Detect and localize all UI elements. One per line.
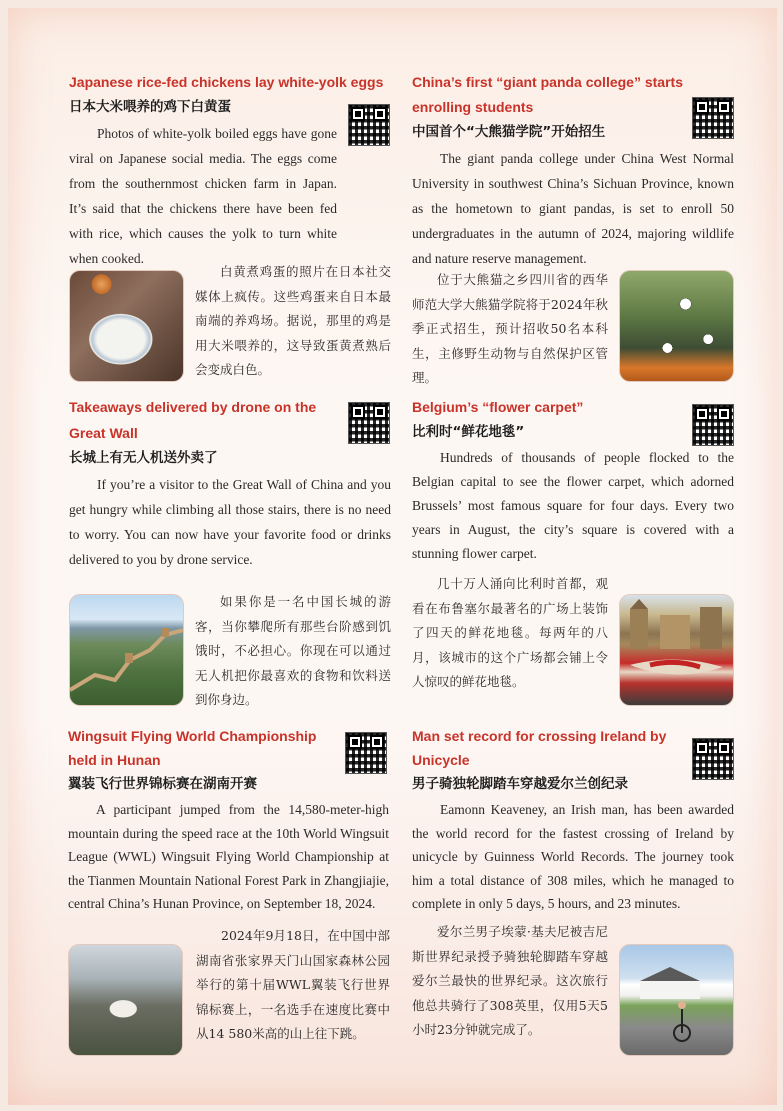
- article-body-en: Photos of white-yolk boiled eggs have gone viral on Japanese social media. The eggs come from the southernmost chicken farm in Japan. It’s said that the chickens there have been fed with rice, which causes the yolk to turn white when cooked.: [69, 126, 337, 266]
- article-title-en: Japanese rice-fed chickens lay white-yolk eggs: [69, 74, 384, 90]
- article-body-zh: 如果你是一名中国长城的游客，当你攀爬所有那些台阶感到饥饿时，不必担心。你现在可以通过无人机把你最喜欢的食物和饮料送到你身边。: [195, 594, 391, 707]
- article-body-zh: 几十万人涌向比利时首都，观看在布鲁塞尔最著名的广场上装饰了四天的鲜花地毯。每两年的八月，该城市的这个广场都会铺上令人惊叹的鲜花地毯。: [412, 576, 608, 689]
- article-body-zh: 位于大熊猫之乡四川省的西华师范大学大熊猫学院将于2024年秋季正式招生，预计招收50名本科生，主修野生动物与自然保护区管理。: [412, 272, 608, 385]
- article-title-zh: 日本大米喂养的鸡下白黄蛋: [69, 99, 231, 115]
- article-unicycle: [412, 724, 742, 1037]
- article-body-en: A participant jumped from the 14,580-meter-high mountain during the speed race at the 10th World Wingsuit League (WWL) Wingsuit Flying World Championship at the Tianmen Mountain National Forest Park in Zhangjiajie, central China’s Hunan Province, on September 18, 2024.: [68, 802, 389, 911]
- great-wall-drawing: [70, 595, 183, 705]
- article-wingsuit: [68, 724, 398, 1041]
- article-title-zh: 比利时“鲜花地毯”: [412, 424, 525, 440]
- article-body-zh: 白黄煮鸡蛋的照片在日本社交媒体上疯传。这些鸡蛋来自日本最南端的养鸡场。据说，那里的鸡是用大米喂养的，这导致蛋黄煮熟后会变成白色。: [195, 264, 391, 377]
- article-chickens: [69, 70, 399, 377]
- qr-code-icon[interactable]: [348, 104, 390, 146]
- qr-code-icon[interactable]: [692, 738, 734, 780]
- article-title-zh: 中国首个“大熊猫学院”开始招生: [412, 124, 606, 140]
- article-carpet: [412, 394, 742, 689]
- article-title-zh: 翼装飞行世界锦标赛在湖南开赛: [68, 776, 257, 792]
- article-title-en: China’s first “giant panda college” starts enrolling students: [412, 74, 683, 115]
- qr-code-icon[interactable]: [348, 402, 390, 444]
- article-body-en: If you’re a visitor to the Great Wall of China and you get hungry while climbing all those stairs, there is no need to worry. You can now have your favorite food or drinks delivered to you by drone service.: [69, 477, 391, 567]
- eggs-photo: [69, 270, 184, 382]
- article-body-en: The giant panda college under China West Normal University in southwest China’s Sichuan Province, known as the hometown to giant pandas, is set to enroll 50 undergraduates in the autumn of 2024, majoring wildlife and nature reserve management.: [412, 151, 734, 266]
- flower-carpet-photo: [619, 594, 734, 706]
- article-title-en: Takeaways delivered by drone on the Great Wall: [69, 399, 317, 441]
- wingsuit-photo: [68, 944, 183, 1056]
- qr-code-icon[interactable]: [692, 404, 734, 446]
- unicycle-photo: [619, 944, 734, 1056]
- panda-photo: [619, 270, 734, 382]
- great-wall-photo: [69, 594, 184, 706]
- article-title-en: Wingsuit Flying World Championship held in Hunan: [68, 728, 317, 768]
- flower-carpet-drawing: [620, 595, 733, 705]
- article-title-en: Belgium’s “flower carpet”: [412, 399, 584, 415]
- magazine-page: [8, 8, 777, 1105]
- article-title-zh: 男子骑独轮脚踏车穿越爱尔兰创纪录: [412, 776, 628, 792]
- unicycle-drawing: [620, 945, 733, 1055]
- article-title-en: Man set record for crossing Ireland by Unicycle: [412, 728, 667, 768]
- article-drone: [69, 394, 399, 707]
- article-title-zh: 长城上有无人机送外卖了: [69, 450, 218, 466]
- article-body-zh: 2024年9月18日，在中国中部湖南省张家界天门山国家森林公园举行的第十届WWL翼装飞行世界锦标赛上，一名选手在速度比赛中从14 580米高的山上往下跳。: [196, 928, 390, 1041]
- article-body-en: Eamonn Keaveney, an Irish man, has been awarded the world record for the fastest crossing of Ireland by unicycle by Guinness World Records. The journey took him a total distance of 308 miles, which he managed to complete in only 5 days, 5 hours, and 23 minutes.: [412, 802, 734, 911]
- article-body-en: Hundreds of thousands of people flocked to the Belgian capital to see the flower carpet, which adorned Brussels’ most famous square for four days. Every two years in August, the city’s square is covered with a stunning flower carpet.: [412, 450, 734, 561]
- qr-code-icon[interactable]: [692, 97, 734, 139]
- article-panda: [412, 70, 742, 385]
- qr-code-icon[interactable]: [345, 732, 387, 774]
- article-body-zh: 爱尔兰男子埃蒙·基夫尼被吉尼斯世界纪录授予骑独轮脚踏车穿越爱尔兰最快的世界纪录。这次旅行他总共骑行了308英里，仅用5天5小时23分钟就完成了。: [412, 924, 608, 1037]
